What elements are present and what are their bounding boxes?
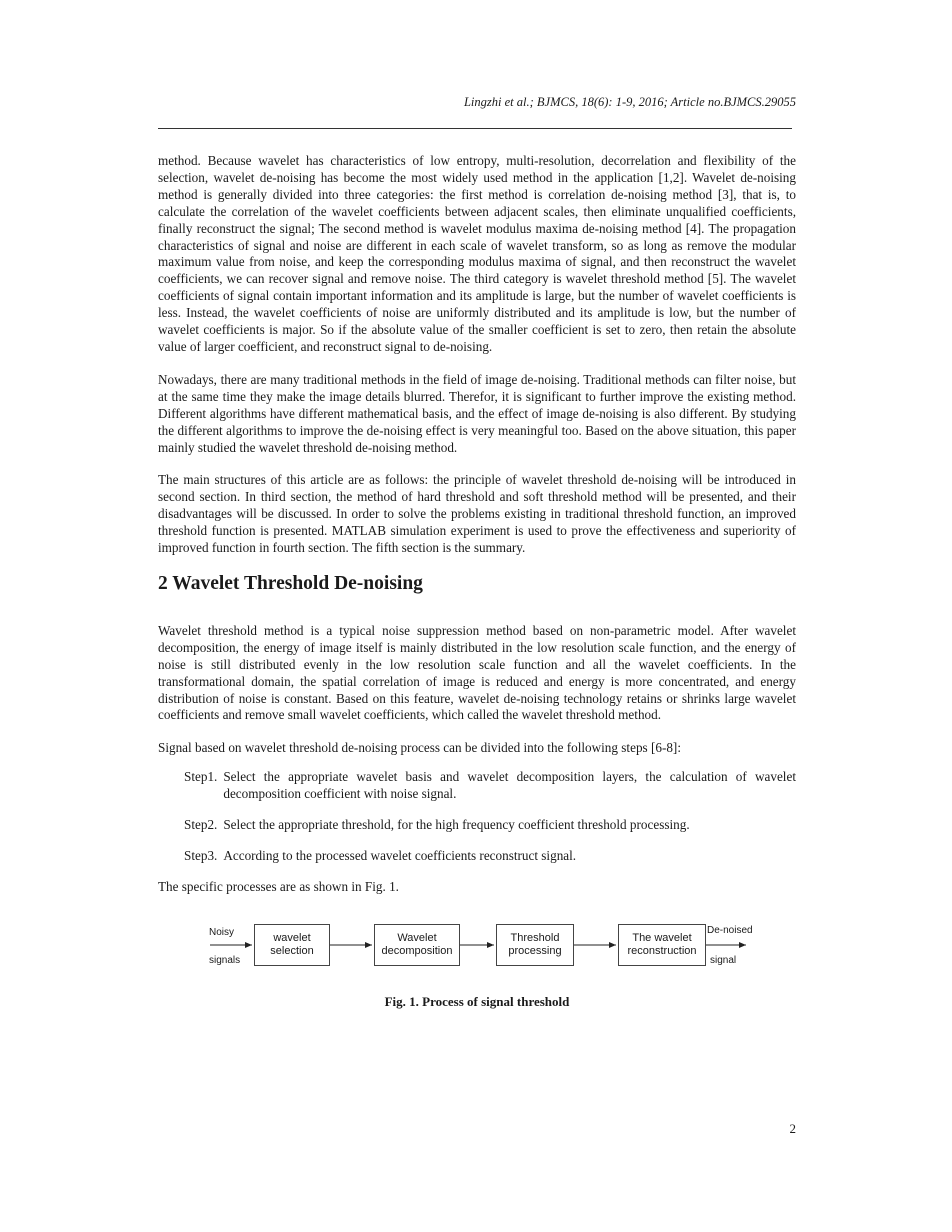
box-line: processing	[508, 944, 562, 957]
page-content	[158, 153, 796, 1010]
step-label: Step2.	[184, 817, 218, 833]
box-line: Threshold	[510, 931, 560, 944]
input-label-top: Noisy	[209, 926, 235, 938]
page-number: 2	[789, 1121, 796, 1136]
section-heading: 2 Wavelet Threshold De-noising	[158, 572, 423, 594]
box-wavelet-decomposition	[374, 924, 460, 966]
step-2	[184, 817, 796, 834]
running-header: Lingzhi et al.; BJMCS, 18(6): 1-9, 2016; Article no.BJMCS.29055	[463, 95, 796, 109]
output-label-bottom: signal	[710, 954, 737, 966]
box-wavelet-reconstruction	[618, 924, 706, 966]
step-text: Select the appropriate wavelet basis and wavelet decomposition layers, the calculation of wavelet decomposition coefficient with noise signal.	[223, 769, 796, 802]
paragraph-intro-3: The main structures of this article are as follows: the principle of wavelet threshold de-noising will be introduced in second section. In third section, the method of hard threshold and soft threshold method will be presented, and their disadvantages will be discussed. In order to solve the problems existing in traditional threshold function, an improved threshold function is presented. MATLAB simulation experiment is used to prove the effectiveness and superiority of improved function in fourth section. The fifth section is the summary.	[158, 472, 796, 556]
step-label: Step3.	[184, 848, 218, 863]
box-line: wavelet	[273, 931, 311, 944]
box-line: selection	[270, 944, 314, 957]
step-3	[184, 848, 796, 865]
process-flowchart	[158, 918, 796, 978]
figure-intro: The specific processes are as shown in Fig. 1.	[158, 878, 399, 894]
step-label: Step1.	[184, 769, 218, 785]
box-wavelet-selection	[254, 924, 330, 966]
step-text: Select the appropriate threshold, for the high frequency coefficient threshold processing.	[223, 817, 690, 833]
paragraph-section-2: Signal based on wavelet threshold de-noising process can be divided into the following steps [6-8]:	[158, 740, 681, 756]
paragraph-section-1: Wavelet threshold method is a typical noise suppression method based on non-parametric model. After wavelet decomposition, the energy of image itself is mainly distributed in the low resolution scale function, and the energy of noise is still distributed evenly in the low resolution scale function and all the wavelet coefficients. In the transformational domain, the spatial correlation of image is reduced and energy is more concentrated, and energy distribution of noise is constant. Based on this feature, wavelet de-noising technology retains or shrinks large wavelet coefficients and remove small wavelet coefficients, which called the wavelet threshold method.	[158, 622, 796, 723]
figure-caption: Fig. 1. Process of signal threshold	[384, 993, 570, 1009]
box-line: Wavelet	[397, 931, 437, 944]
step-1	[184, 769, 796, 803]
header-rule	[158, 128, 792, 129]
paragraph-intro-1: method. Because wavelet has characteristics of low entropy, multi-resolution, decorrelation and flexibility of the selection, wavelet de-noising has become the most widely used method in the application [1,2]. Wavelet de-noising method is generally divided into three categories: the first method is correlation de-noising method [3], that is, to calculate the correlation of the wavelet coefficients between adjacent scales, then eliminate unqualified coefficients, finally reconstruct the signal; The second method is wavelet modulus maxima de-noising method [4]. The propagation characteristics of signal and noise are different in each scale of wavelet transform, so as long as remove the modular maximum value from noise, and keep the corresponding modulus maxima of signal, and then reconstruct the wavelet coefficients, we can recover signal and remove noise. The third category is wavelet threshold method [5]. The wavelet coefficients of signal contain important information and its amplitude is large, but the number of wavelet coefficients is less. Instead, the wavelet coefficients of noise are uniformly distributed and its amplitude is low, but the number of wavelet coefficients is major. So if the absolute value of the smaller coefficient is set to zero, then retain the absolute value of larger coefficient, and reconstruct signal to de-noising.	[158, 153, 796, 354]
input-label-bottom: signals	[209, 954, 241, 966]
box-line: reconstruction	[627, 944, 697, 957]
step-text: According to the processed wavelet coefficients reconstruct signal.	[223, 848, 577, 863]
box-threshold-processing	[496, 924, 574, 966]
paragraph-intro-2: Nowadays, there are many traditional methods in the field of image de-noising. Traditional methods can filter noise, but at the same time they make the image details blurred. Therefor, it is significant to further improve the existing method. Different algorithms have different mathematical basis, and the effect of image de-noising is also different. By studying the different algorithms to improve the de-noising effect is very meaningful too. Based on the above situation, this paper mainly studied the wavelet threshold de-noising method.	[158, 371, 796, 455]
box-line: The wavelet	[632, 931, 692, 944]
output-label-top: De-noised	[707, 924, 753, 936]
box-line: decomposition	[381, 944, 453, 957]
